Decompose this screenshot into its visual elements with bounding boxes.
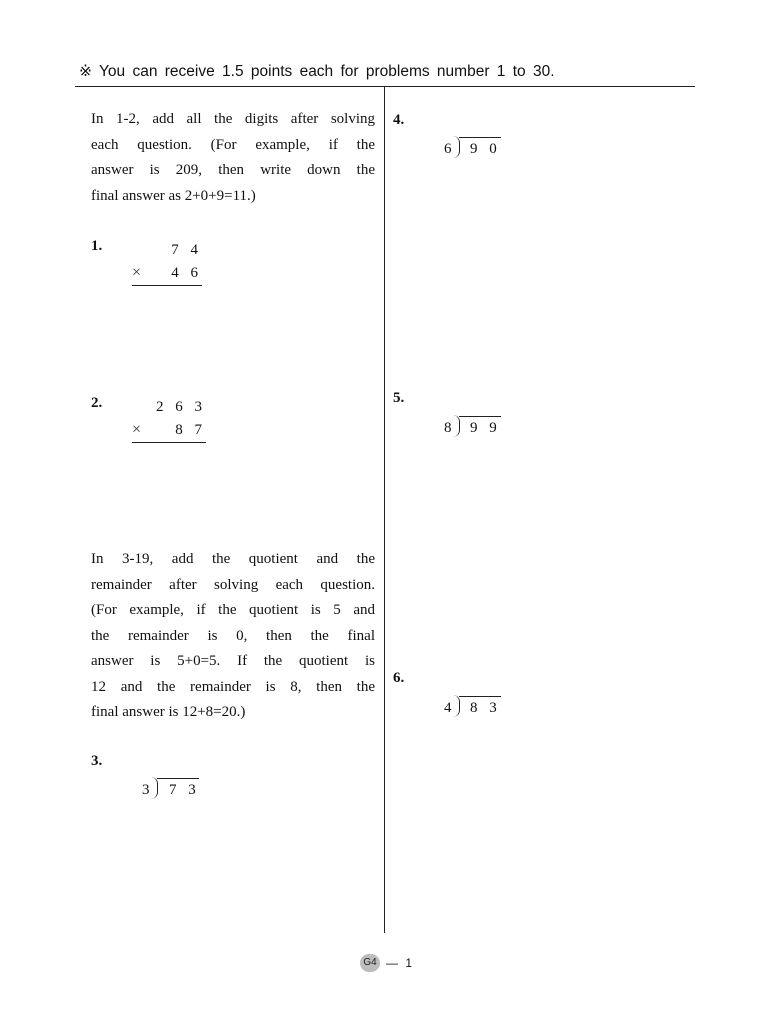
page-footer: [360, 954, 414, 972]
division-bracket: [453, 415, 460, 437]
problem-4-divisor: 6: [444, 141, 452, 157]
division-bar: [157, 778, 199, 779]
problem-3-divisor: 3: [142, 782, 150, 798]
problem-5-division: [444, 420, 504, 440]
grade-badge: G4: [360, 954, 380, 972]
problem-6-division: [444, 700, 504, 720]
problem-4-number: 4.: [393, 112, 405, 128]
division-bar: [459, 416, 501, 417]
problem-1-underline: [132, 285, 202, 286]
division-bracket: [453, 136, 460, 158]
problem-6-divisor: 4: [444, 700, 452, 716]
instruction-line: each question. (For example, if the: [91, 136, 375, 153]
column-divider: [384, 87, 385, 933]
problem-3-division: [142, 782, 202, 802]
instruction-line: final answer as 2+0+9=11.): [91, 187, 256, 204]
times-sign: ×: [132, 264, 142, 281]
problem-2-number: 2.: [91, 395, 103, 411]
page-header: [75, 62, 695, 87]
division-bracket: [151, 777, 158, 799]
problem-4-dividend: 9 0: [470, 141, 501, 157]
instruction-line: the remainder is 0, then the final: [91, 627, 375, 644]
problem-1-multiplication: [132, 242, 202, 287]
division-bracket: [453, 695, 460, 717]
instruction-line: answer is 209, then write down the: [91, 162, 375, 178]
problem-5-dividend: 9 9: [470, 420, 501, 436]
instructions-3-19: [91, 547, 375, 726]
problem-2-top-operand: 2 6 3: [156, 399, 206, 415]
problem-3-dividend: 7 3: [169, 782, 200, 798]
problem-1-number: 1.: [91, 238, 103, 254]
instruction-line: (For example, if the quotient is 5 and: [91, 602, 375, 618]
problem-4-division: [444, 141, 504, 161]
problem-1-top-operand: 7 4: [171, 242, 202, 258]
instructions-1-2: [91, 107, 375, 209]
division-bar: [459, 137, 501, 138]
instruction-line: 12 and the remainder is 8, then the: [91, 678, 375, 695]
problem-1-bottom-operand: 4 6: [171, 265, 202, 281]
instruction-line: In 3-19, add the quotient and the: [91, 551, 375, 567]
problem-2-underline: [132, 442, 206, 443]
problem-5-divisor: 8: [444, 420, 452, 436]
problem-6-dividend: 8 3: [470, 700, 501, 716]
instruction-line: final answer is 12+8=20.): [91, 704, 246, 720]
problem-3-number: 3.: [91, 753, 103, 769]
instruction-line: In 1-2, add all the digits after solving: [91, 111, 375, 127]
problem-6-number: 6.: [393, 670, 405, 686]
problem-2-bottom-operand: 8 7: [175, 422, 206, 438]
page-number: — 1: [386, 956, 415, 970]
instruction-line: answer is 5+0=5. If the quotient is: [91, 653, 375, 669]
division-bar: [459, 696, 501, 697]
instruction-line: remainder after solving each question.: [91, 576, 375, 593]
header-text: ※ You can receive 1.5 points each for problems number 1 to 30.: [79, 63, 555, 80]
problem-5-number: 5.: [393, 390, 405, 406]
times-sign: ×: [132, 421, 142, 438]
problem-2-multiplication: [132, 399, 206, 444]
